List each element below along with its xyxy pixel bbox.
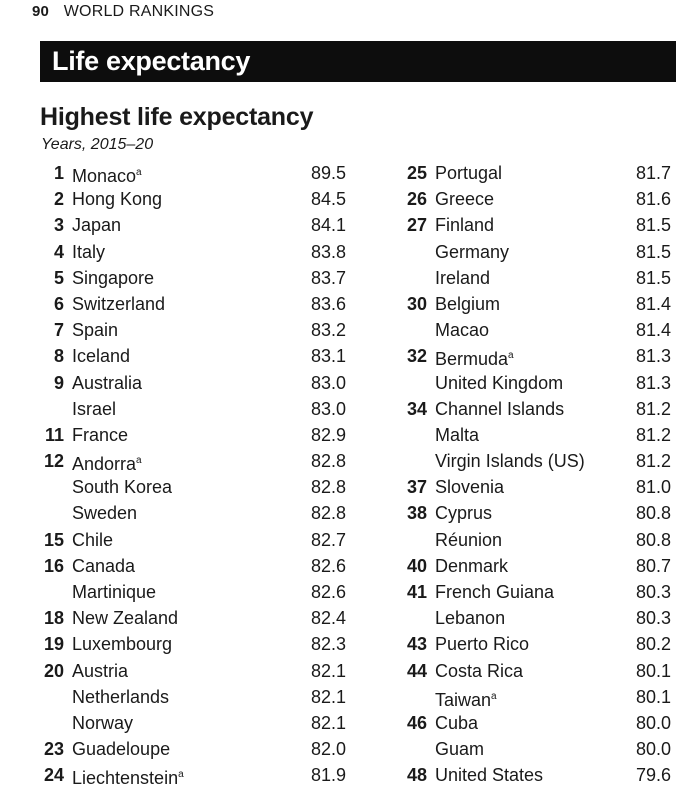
life-expectancy-value: 82.3 (310, 634, 346, 655)
rank-number: 38 (406, 503, 427, 524)
country-name-text: Luxembourg (72, 634, 173, 655)
country-name (72, 579, 156, 605)
ranking-column-left (30, 160, 346, 789)
country-name (435, 396, 564, 422)
footnote-marker: a (491, 690, 497, 702)
life-expectancy-value: 81.3 (635, 372, 671, 393)
country-name (435, 500, 492, 526)
country-name-text: South Korea (72, 477, 173, 498)
rank-number: 24 (43, 765, 64, 786)
country-name (435, 762, 543, 788)
ranking-row (30, 762, 346, 789)
ranking-row (30, 448, 346, 475)
life-expectancy-value: 81.3 (635, 346, 671, 367)
section-label: WORLD RANKINGS (63, 3, 215, 20)
ranking-row (393, 291, 683, 317)
country-name-text: Canada (72, 555, 136, 576)
country-name (435, 658, 523, 684)
rank-number: 23 (43, 739, 64, 760)
ranking-row (30, 605, 346, 631)
country-name-text: Malta (435, 424, 480, 445)
country-name-text: Lebanon (435, 608, 506, 629)
country-name-text: Norway (72, 712, 134, 733)
country-name-text: Israel (72, 398, 117, 419)
country-name (435, 710, 478, 736)
rank-number: 20 (43, 660, 64, 681)
ranking-row (393, 186, 683, 212)
country-name (435, 160, 502, 186)
country-name (435, 186, 494, 212)
footnote-marker: a (178, 769, 184, 781)
country-name (72, 605, 178, 631)
ranking-row (30, 658, 346, 684)
country-name (72, 186, 162, 212)
life-expectancy-value: 82.1 (310, 712, 346, 733)
life-expectancy-value: 80.1 (635, 660, 671, 681)
ranking-row (30, 684, 346, 710)
country-name (72, 736, 170, 762)
ranking-row (393, 239, 683, 265)
life-expectancy-value: 82.8 (310, 503, 346, 524)
rank-number: 1 (53, 163, 64, 183)
life-expectancy-value: 80.3 (635, 608, 671, 629)
country-name-text: Slovenia (435, 477, 505, 498)
life-expectancy-value: 81.2 (635, 424, 671, 445)
rank-number: 34 (406, 398, 427, 419)
country-name (435, 291, 500, 317)
life-expectancy-value: 80.0 (635, 712, 671, 733)
life-expectancy-value: 83.1 (310, 346, 346, 367)
ranking-row (393, 212, 683, 238)
life-expectancy-value: 81.2 (635, 451, 671, 472)
country-name-text: French Guiana (435, 582, 555, 602)
life-expectancy-value: 81.5 (635, 267, 671, 288)
country-name-text: Costa Rica (435, 660, 524, 681)
life-expectancy-value: 82.6 (310, 582, 346, 602)
country-name (435, 527, 502, 553)
country-name (435, 736, 484, 762)
life-expectancy-value: 83.0 (310, 372, 346, 393)
country-name-text: Taiwan (435, 689, 492, 710)
country-name-text: Denmark (435, 555, 509, 576)
ranking-row (30, 343, 346, 369)
ranking-row (30, 736, 346, 762)
country-name-text: Réunion (435, 529, 503, 550)
chapter-title: Life expectancy (52, 46, 251, 76)
life-expectancy-value: 82.8 (310, 451, 346, 472)
ranking-row (393, 605, 683, 631)
country-name-text: Guadeloupe (72, 739, 171, 760)
life-expectancy-value: 81.4 (635, 320, 671, 341)
ranking-row (30, 212, 346, 238)
country-name (72, 474, 172, 500)
ranking-row (393, 500, 683, 526)
country-name (435, 422, 479, 448)
rank-number: 4 (53, 241, 64, 262)
rank-number: 18 (43, 608, 64, 629)
ranking-row (393, 160, 683, 186)
country-name (72, 762, 184, 791)
ranking-row (393, 370, 683, 396)
ranking-row (30, 239, 346, 265)
life-expectancy-value: 83.8 (310, 241, 346, 262)
country-name (72, 239, 105, 265)
rank-number: 43 (406, 634, 427, 655)
ranking-row (393, 762, 683, 788)
country-name (72, 631, 172, 657)
life-expectancy-value: 82.1 (310, 660, 346, 681)
country-name (435, 605, 505, 631)
ranking-row (393, 317, 683, 343)
rank-number: 5 (53, 267, 64, 288)
life-expectancy-value: 81.2 (635, 398, 671, 419)
rank-number: 30 (406, 293, 427, 314)
ranking-row (393, 684, 683, 710)
life-expectancy-value: 83.0 (310, 398, 346, 419)
country-name-text: Germany (435, 241, 510, 262)
country-name-text: Spain (72, 320, 119, 341)
ranking-row (30, 500, 346, 526)
ranking-column-right (393, 160, 683, 789)
country-name (435, 239, 509, 265)
footnote-marker: a (136, 455, 142, 467)
rank-number: 8 (53, 346, 64, 367)
country-name (72, 422, 128, 448)
ranking-row (393, 553, 683, 579)
country-name (435, 212, 494, 238)
ranking-row (30, 396, 346, 422)
country-name-text: Cyprus (435, 503, 493, 524)
country-name-text: Switzerland (72, 293, 166, 314)
country-name-text: Guam (435, 739, 485, 760)
country-name-text: Hong Kong (72, 189, 163, 210)
country-name-text: Iceland (72, 346, 131, 367)
life-expectancy-value: 80.0 (635, 739, 671, 760)
country-name (72, 265, 154, 291)
country-name (72, 500, 137, 526)
country-name-text: Japan (72, 215, 122, 236)
country-name-text: Singapore (72, 267, 155, 288)
country-name (435, 370, 563, 396)
country-name (435, 317, 489, 343)
country-name (435, 474, 504, 500)
ranking-row (393, 736, 683, 762)
life-expectancy-value: 84.1 (310, 215, 346, 236)
life-expectancy-value: 82.7 (310, 529, 346, 550)
country-name-text: Liechtenstein (72, 768, 179, 789)
country-name-text: New Zealand (72, 608, 179, 629)
country-name (72, 343, 130, 369)
life-expectancy-value: 84.5 (310, 189, 346, 210)
ranking-row (393, 710, 683, 736)
ranking-row (30, 579, 346, 605)
rank-number: 41 (406, 582, 427, 602)
country-name (72, 212, 121, 238)
life-expectancy-value: 89.5 (310, 163, 346, 183)
life-expectancy-value: 83.6 (310, 293, 346, 314)
rank-number: 6 (53, 293, 64, 314)
ranking-row (393, 422, 683, 448)
rank-number: 7 (53, 320, 64, 341)
country-name-text: Netherlands (72, 686, 170, 707)
country-name-text: Portugal (435, 163, 503, 183)
rank-number: 2 (53, 189, 64, 210)
rank-number: 40 (406, 555, 427, 576)
ranking-row (30, 527, 346, 553)
ranking-row (30, 422, 346, 448)
rank-number: 12 (43, 451, 64, 472)
life-expectancy-value: 80.2 (635, 634, 671, 655)
footnote-marker: a (508, 350, 514, 362)
life-expectancy-value: 80.8 (635, 529, 671, 550)
country-name-text: Bermuda (435, 349, 509, 370)
life-expectancy-value: 80.1 (635, 686, 671, 707)
ranking-row (30, 186, 346, 212)
rank-number: 9 (53, 372, 64, 393)
country-name (435, 631, 529, 657)
country-name-text: Macao (435, 320, 490, 341)
country-name (72, 710, 133, 736)
rank-number: 48 (406, 765, 427, 786)
life-expectancy-value: 82.8 (310, 477, 346, 498)
rank-number: 3 (53, 215, 64, 236)
running-header (32, 3, 214, 21)
life-expectancy-value: 83.7 (310, 267, 346, 288)
country-name-text: United States (435, 765, 544, 786)
ranking-row (393, 265, 683, 291)
country-name (72, 160, 142, 189)
chapter-banner (40, 41, 676, 82)
life-expectancy-value: 81.9 (310, 765, 346, 786)
life-expectancy-value: 81.0 (635, 477, 671, 498)
country-name-text: Chile (72, 529, 114, 550)
life-expectancy-value: 82.9 (310, 424, 346, 445)
country-name (435, 343, 514, 372)
ranking-row (30, 265, 346, 291)
country-name-text: Andorra (72, 454, 137, 475)
life-expectancy-value: 82.4 (310, 608, 346, 629)
country-name (72, 658, 128, 684)
rank-number: 25 (406, 163, 427, 183)
ranking-row (30, 160, 346, 186)
ranking-row (30, 553, 346, 579)
country-name-text: Finland (435, 215, 495, 236)
life-expectancy-value: 82.6 (310, 555, 346, 576)
life-expectancy-value: 81.6 (635, 189, 671, 210)
life-expectancy-value: 81.5 (635, 215, 671, 236)
life-expectancy-value: 80.3 (635, 582, 671, 602)
rank-number: 44 (406, 660, 427, 681)
ranking-row (393, 527, 683, 553)
life-expectancy-value: 80.8 (635, 503, 671, 524)
country-name-text: Channel Islands (435, 398, 565, 419)
country-name (72, 527, 113, 553)
country-name (72, 553, 135, 579)
ranking-row (393, 448, 683, 474)
country-name (435, 265, 490, 291)
country-name-text: Ireland (435, 267, 491, 288)
country-name-text: Austria (72, 660, 129, 681)
country-name (72, 370, 142, 396)
footnote-marker: a (136, 167, 142, 178)
life-expectancy-value: 82.1 (310, 686, 346, 707)
rank-number: 11 (44, 424, 64, 445)
rank-number: 26 (406, 189, 427, 210)
country-name (72, 396, 116, 422)
country-name-text: Virgin Islands (US) (435, 451, 585, 472)
rank-number: 37 (406, 477, 427, 498)
country-name (435, 553, 508, 579)
country-name (72, 448, 142, 477)
ranking-row (30, 474, 346, 500)
ranking-row (393, 343, 683, 369)
country-name-text: Sweden (72, 503, 138, 524)
page-number: 90 (32, 3, 50, 20)
table-title: Highest life expectancy (40, 103, 314, 131)
ranking-row (30, 291, 346, 317)
country-name-text: Puerto Rico (435, 634, 530, 655)
life-expectancy-value: 81.5 (635, 241, 671, 262)
country-name-text: Monaco (72, 166, 137, 186)
life-expectancy-value: 81.4 (635, 293, 671, 314)
country-name-text: France (72, 424, 129, 445)
country-name-text: Italy (72, 241, 106, 262)
ranking-row (393, 579, 683, 605)
country-name-text: Belgium (435, 293, 501, 314)
ranking-row (30, 710, 346, 736)
country-name-text: Greece (435, 189, 495, 210)
country-name-text: Martinique (72, 582, 157, 602)
ranking-row (393, 474, 683, 500)
ranking-row (30, 317, 346, 343)
ranking-row (393, 396, 683, 422)
life-expectancy-value: 79.6 (635, 765, 671, 786)
table-subtitle: Years, 2015–20 (41, 136, 154, 153)
country-name (72, 684, 169, 710)
rank-number: 16 (43, 555, 64, 576)
life-expectancy-value: 83.2 (310, 320, 346, 341)
ranking-row (393, 631, 683, 657)
country-name-text: Australia (72, 372, 143, 393)
rank-number: 19 (43, 634, 64, 655)
country-name (72, 291, 165, 317)
country-name (435, 579, 554, 605)
country-name (435, 448, 585, 474)
ranking-row (30, 370, 346, 396)
life-expectancy-value: 81.7 (635, 163, 671, 183)
rank-number: 27 (406, 215, 427, 236)
life-expectancy-value: 80.7 (635, 555, 671, 576)
country-name (72, 317, 118, 343)
ranking-row (393, 658, 683, 684)
country-name-text: United Kingdom (435, 372, 564, 393)
country-name (435, 684, 497, 713)
rank-number: 32 (406, 346, 427, 367)
rank-number: 15 (43, 529, 64, 550)
life-expectancy-value: 82.0 (310, 739, 346, 760)
ranking-row (30, 631, 346, 657)
country-name-text: Cuba (435, 712, 479, 733)
rank-number: 46 (406, 712, 427, 733)
